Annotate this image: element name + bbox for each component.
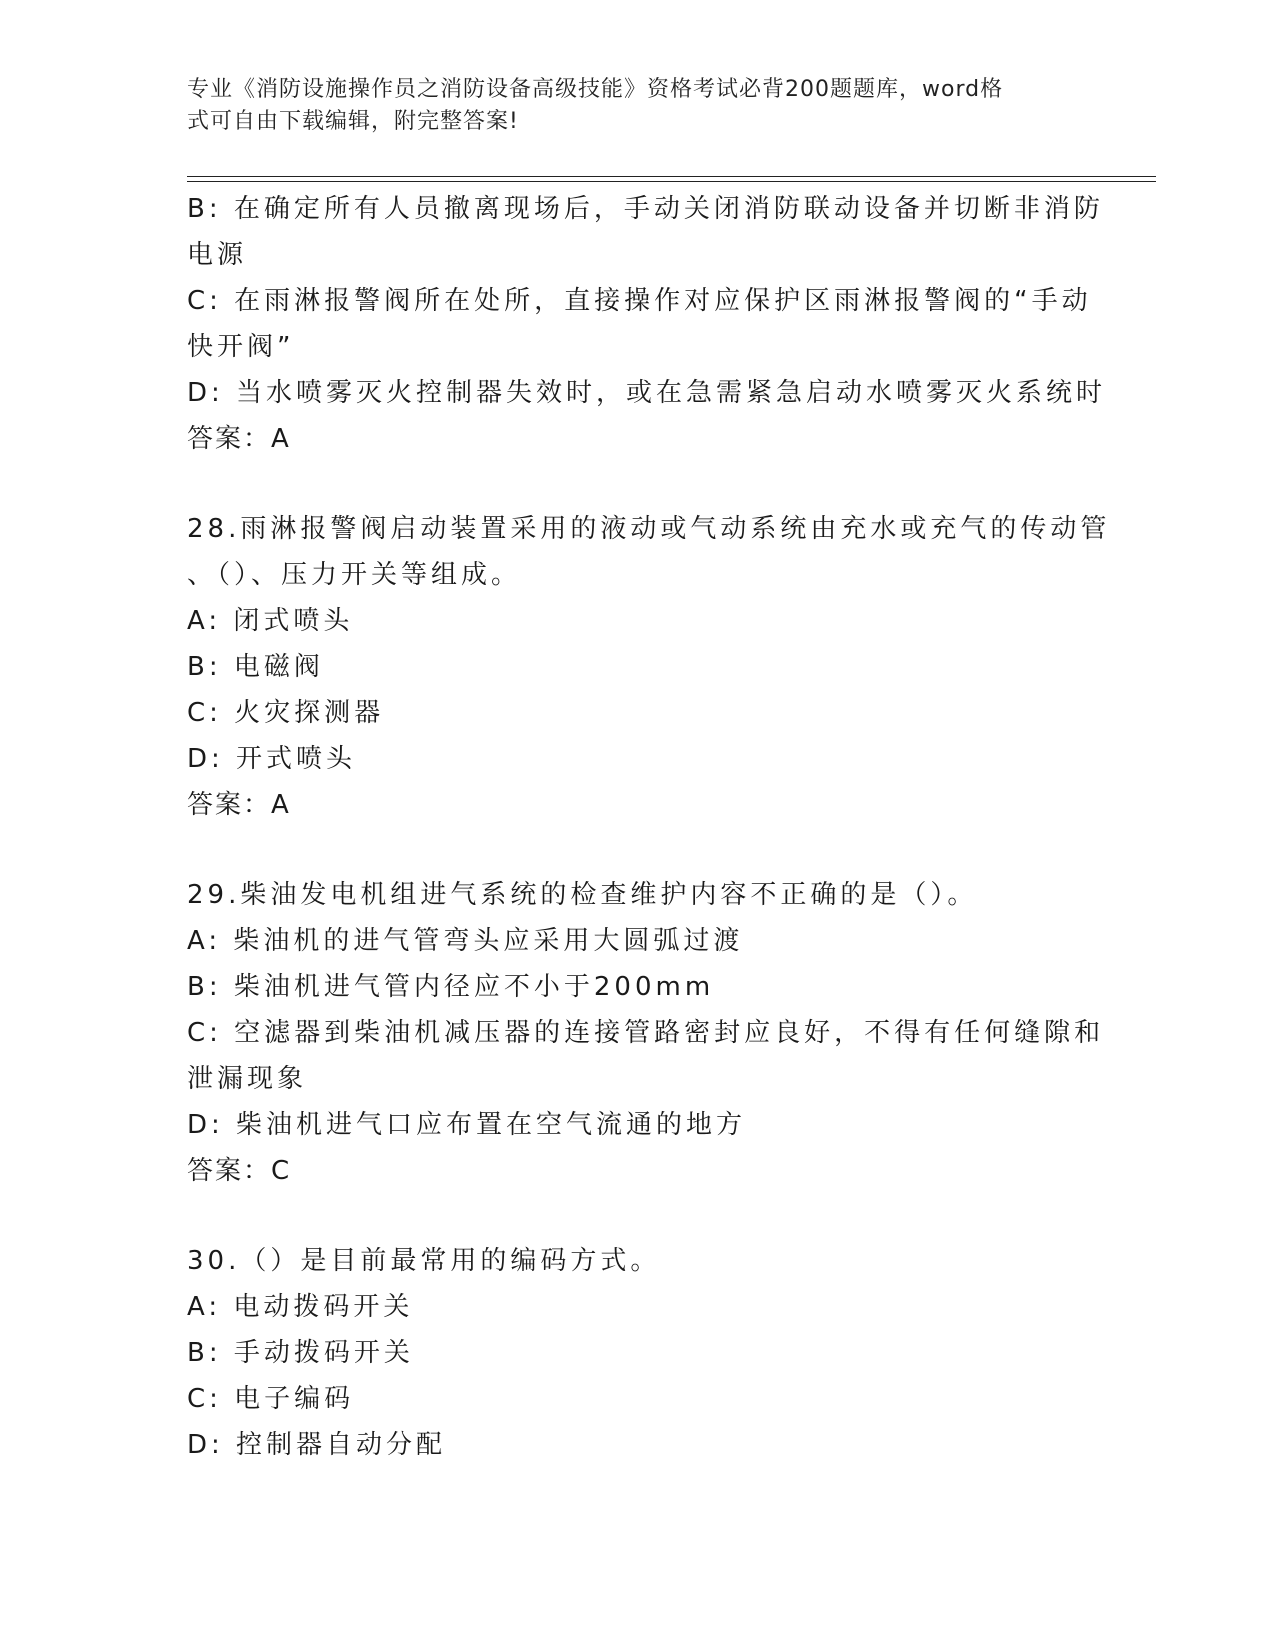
header-title-line-1: 专业《消防设施操作员之消防设备高级技能》资格考试必背200题题库，word格 xyxy=(187,77,1004,102)
header-divider-bottom xyxy=(187,181,1156,182)
question-29-option-b: B: 柴油机进气管内径应不小于200mm xyxy=(187,972,715,1002)
option-c-line-2: 快开阀” xyxy=(187,332,295,362)
question-30-option-c: C: 电子编码 xyxy=(187,1384,355,1414)
question-28 xyxy=(187,506,1111,828)
question-29-option-a: A: 柴油机的进气管弯头应采用大圆弧过渡 xyxy=(187,926,744,956)
question-28-option-d: D: 开式喷头 xyxy=(187,744,357,774)
spacer xyxy=(187,1194,1087,1238)
question-28-stem-line-2: 、（）、压力开关等组成。 xyxy=(187,560,522,590)
question-28-stem-line-1: 28.雨淋报警阀启动装置采用的液动或气动系统由充水或充气的传动管 xyxy=(187,514,1111,544)
question-27-continuation xyxy=(187,186,1107,462)
question-30-option-d: D: 控制器自动分配 xyxy=(187,1430,447,1460)
document-header xyxy=(187,74,1087,138)
question-29-option-c-line-2: 泄漏现象 xyxy=(187,1064,308,1094)
header-title-line-2: 式可自由下载编辑，附完整答案! xyxy=(187,109,519,134)
spacer xyxy=(187,462,1087,506)
question-content xyxy=(187,186,1111,1468)
spacer xyxy=(187,828,1087,872)
option-b-line-1: B: 在确定所有人员撤离现场后，手动关闭消防联动设备并切断非消防 xyxy=(187,194,1104,224)
question-30-option-b: B: 手动拨码开关 xyxy=(187,1338,414,1368)
question-29-stem: 29.柴油发电机组进气系统的检查维护内容不正确的是（）。 xyxy=(187,880,978,910)
question-30-stem: 30.（）是目前最常用的编码方式。 xyxy=(187,1246,661,1276)
question-29-option-c-line-1: C: 空滤器到柴油机减压器的连接管路密封应良好，不得有任何缝隙和 xyxy=(187,1018,1105,1048)
question-30 xyxy=(187,1238,1087,1468)
option-b-line-2: 电源 xyxy=(187,240,248,270)
question-28-option-b: B: 电磁阀 xyxy=(187,652,324,682)
question-29 xyxy=(187,872,1105,1194)
question-29-option-d: D: 柴油机进气口应布置在空气流通的地方 xyxy=(187,1110,747,1140)
question-28-option-c: C: 火灾探测器 xyxy=(187,698,385,728)
question-28-option-a: A: 闭式喷头 xyxy=(187,606,354,636)
answer-29: 答案：C xyxy=(187,1156,292,1186)
option-d: D: 当水喷雾灭火控制器失效时，或在急需紧急启动水喷雾灭火系统时 xyxy=(187,378,1107,408)
answer-27: 答案：A xyxy=(187,424,291,454)
question-30-option-a: A: 电动拨码开关 xyxy=(187,1292,414,1322)
answer-28: 答案：A xyxy=(187,790,291,820)
option-c-line-1: C: 在雨淋报警阀所在处所，直接操作对应保护区雨淋报警阀的“手动 xyxy=(187,286,1092,316)
header-divider-top xyxy=(187,176,1156,177)
